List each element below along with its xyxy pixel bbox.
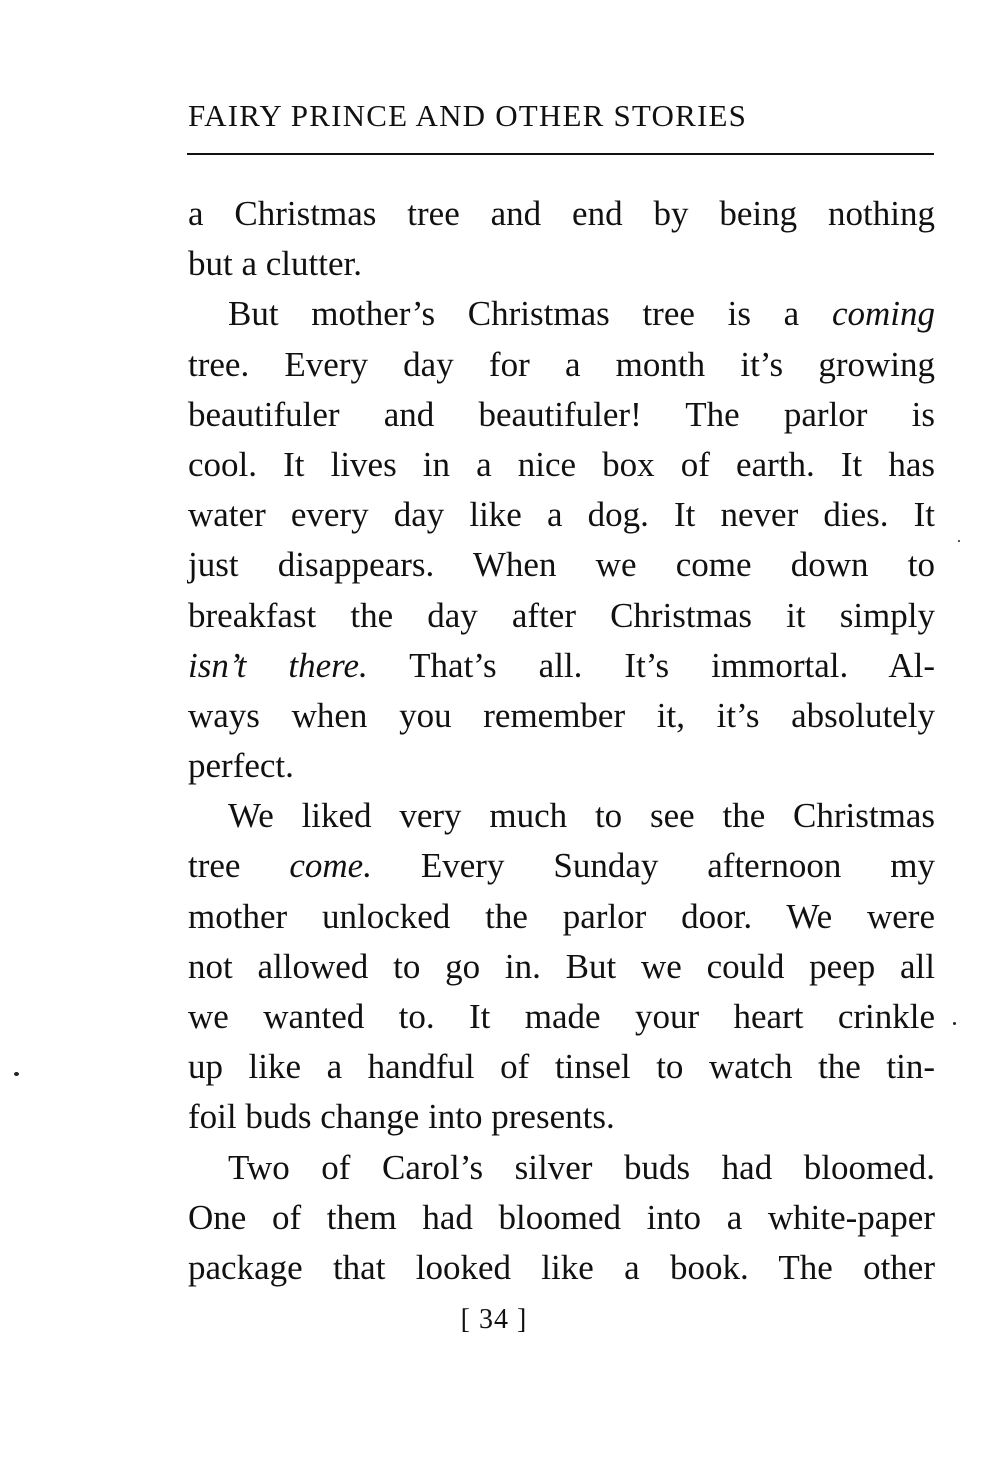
text-line: One of them had bloomed into a white-paper xyxy=(188,1197,935,1237)
text-line: beautifuler and beautifuler! The parlor is xyxy=(188,394,935,434)
text-run: tree xyxy=(188,846,290,886)
text-line: breakfast the day after Christmas it simply xyxy=(188,595,935,635)
text-line: but a clutter. xyxy=(188,244,362,284)
text-line xyxy=(188,841,935,891)
text-line: not allowed to go in. But we could peep all xyxy=(188,946,935,986)
text-line: foil buds change into presents. xyxy=(188,1097,615,1137)
text-line: cool. It lives in a nice box of earth. It has xyxy=(188,444,935,484)
text-run: But mother’s Christmas tree is a xyxy=(228,294,832,334)
text-line: up like a handful of tinsel to watch the tin- xyxy=(188,1047,935,1087)
ink-speck xyxy=(14,1072,19,1076)
italic-text: isn’t there. xyxy=(188,645,368,685)
text-line: just disappears. When we come down to xyxy=(188,545,935,585)
text-line: a Christmas tree and end by being nothing xyxy=(188,194,935,233)
body-text xyxy=(188,189,935,1293)
text-line: Two of Carol’s silver buds had bloomed. xyxy=(228,1147,935,1187)
text-line: package that looked like a book. The other xyxy=(188,1247,935,1287)
text-line: tree. Every day for a month it’s growing xyxy=(188,344,935,384)
text-line xyxy=(188,641,935,691)
text-run: That’s all. It’s immortal. Al- xyxy=(367,645,935,685)
italic-text: come. xyxy=(289,846,372,886)
text-line xyxy=(188,289,935,339)
text-line: perfect. xyxy=(188,746,294,786)
text-line: We liked very much to see the Christmas xyxy=(228,796,935,836)
page-number: [ 34 ] xyxy=(460,1304,528,1335)
header-rule xyxy=(187,153,934,155)
text-line: mother unlocked the parlor door. We were xyxy=(188,896,935,936)
text-line: we wanted to. It made your heart crinkle xyxy=(188,997,935,1036)
italic-text: coming xyxy=(831,294,935,334)
text-run: Every Sunday afternoon my xyxy=(371,846,935,886)
text-line: water every day like a dog. It never dies. It xyxy=(188,495,935,535)
ink-speck xyxy=(958,540,960,542)
text-line: ways when you remember it, it’s absolutely xyxy=(188,695,935,735)
running-head: FAIRY PRINCE AND OTHER STORIES xyxy=(188,98,748,133)
ink-speck xyxy=(953,1022,956,1025)
